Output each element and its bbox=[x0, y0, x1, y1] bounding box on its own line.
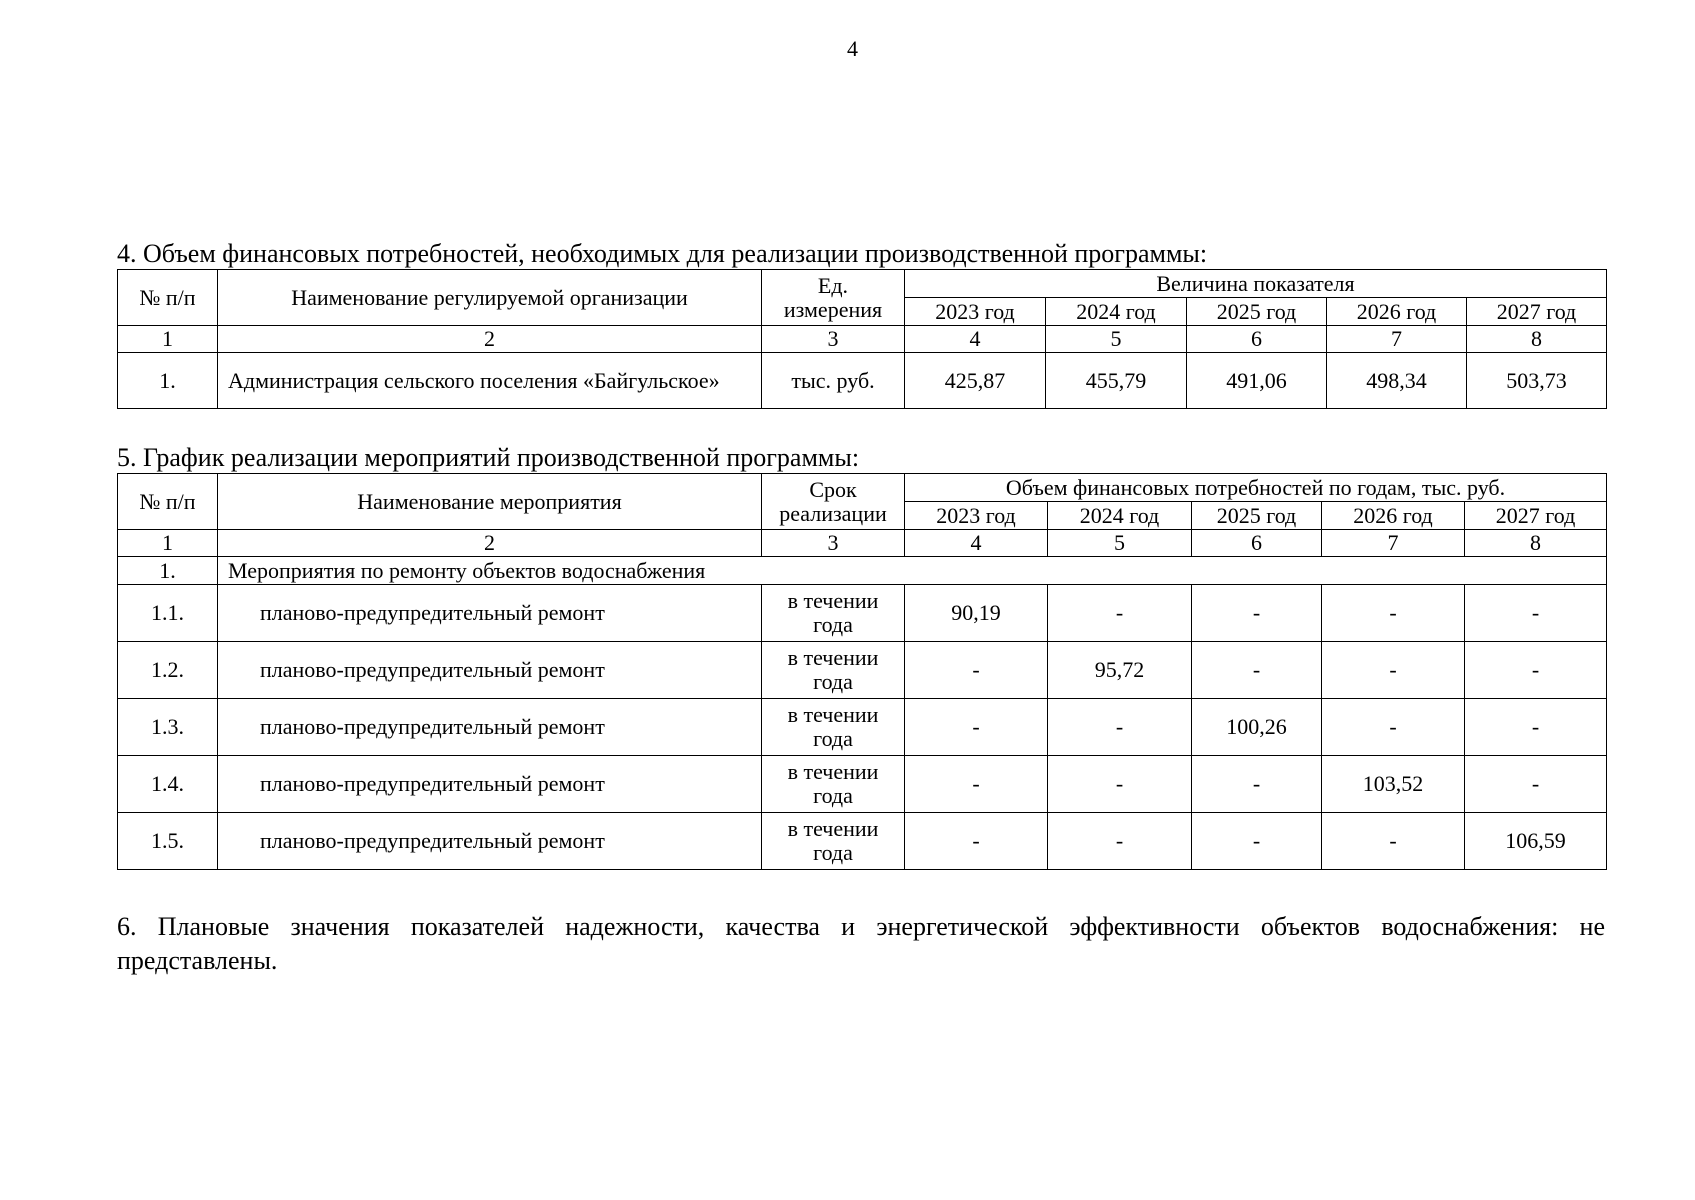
header-year: 2025 год bbox=[1187, 298, 1327, 326]
column-number: 7 bbox=[1322, 530, 1465, 557]
column-number: 3 bbox=[762, 530, 905, 557]
term: в течении года bbox=[762, 642, 905, 699]
section-6-text: 6. Плановые значения показателей надежности, качества и энергетической эффективности объектов водоснабжения: не представлены. bbox=[117, 912, 1605, 975]
table-row bbox=[118, 642, 1607, 699]
column-number: 6 bbox=[1187, 326, 1327, 353]
schedule-table bbox=[117, 473, 1607, 870]
org-name: Администрация сельского поселения «Байгульское» bbox=[218, 353, 762, 409]
page-number: 4 bbox=[847, 36, 858, 61]
activity-name: планово-предупредительный ремонт bbox=[218, 813, 762, 870]
value-cell: - bbox=[1465, 585, 1607, 642]
value-cell: - bbox=[905, 642, 1048, 699]
column-numbers-row bbox=[118, 530, 1607, 557]
group-name: Мероприятия по ремонту объектов водоснабжения bbox=[218, 557, 1607, 585]
header-year: 2024 год bbox=[1046, 298, 1187, 326]
table-row bbox=[118, 756, 1607, 813]
column-numbers-row bbox=[118, 326, 1607, 353]
table-row bbox=[118, 813, 1607, 870]
column-number: 4 bbox=[905, 326, 1046, 353]
row-num: 1.4. bbox=[118, 756, 218, 813]
header-activity-name: Наименование мероприятия bbox=[218, 474, 762, 530]
value-cell: - bbox=[1192, 642, 1322, 699]
column-number: 5 bbox=[1048, 530, 1192, 557]
term: в течении года bbox=[762, 813, 905, 870]
value-cell: 491,06 bbox=[1187, 353, 1327, 409]
value-cell: 425,87 bbox=[905, 353, 1046, 409]
value-cell: 455,79 bbox=[1046, 353, 1187, 409]
group-num: 1. bbox=[118, 557, 218, 585]
activity-name: планово-предупредительный ремонт bbox=[218, 699, 762, 756]
value-cell: - bbox=[1048, 813, 1192, 870]
value-cell: 106,59 bbox=[1465, 813, 1607, 870]
table-row bbox=[118, 353, 1607, 409]
column-number: 2 bbox=[218, 530, 762, 557]
value-cell: - bbox=[1465, 699, 1607, 756]
value-cell: - bbox=[1192, 756, 1322, 813]
row-num: 1.3. bbox=[118, 699, 218, 756]
row-num: 1.2. bbox=[118, 642, 218, 699]
term: в течении года bbox=[762, 585, 905, 642]
header-value: Величина показателя bbox=[905, 270, 1607, 298]
group-row bbox=[118, 557, 1607, 585]
value-cell: 498,34 bbox=[1327, 353, 1467, 409]
header-num: № п/п bbox=[118, 474, 218, 530]
value-cell: 90,19 bbox=[905, 585, 1048, 642]
value-cell: - bbox=[1192, 813, 1322, 870]
header-year: 2026 год bbox=[1322, 502, 1465, 530]
unit: тыс. руб. bbox=[762, 353, 905, 409]
table-row bbox=[118, 699, 1607, 756]
column-number: 5 bbox=[1046, 326, 1187, 353]
financial-needs-table bbox=[117, 269, 1607, 409]
row-num: 1. bbox=[118, 353, 218, 409]
term: в течении года bbox=[762, 699, 905, 756]
header-term: Срок реализации bbox=[762, 474, 905, 530]
column-number: 8 bbox=[1467, 326, 1607, 353]
value-cell: - bbox=[1048, 699, 1192, 756]
header-value: Объем финансовых потребностей по годам, тыс. руб. bbox=[905, 474, 1607, 502]
value-cell: - bbox=[905, 813, 1048, 870]
section-5-title: 5. График реализации мероприятий производственной программы: bbox=[117, 443, 860, 472]
activity-name: планово-предупредительный ремонт bbox=[218, 756, 762, 813]
column-number: 1 bbox=[118, 530, 218, 557]
section-4-title: 4. Объем финансовых потребностей, необходимых для реализации производственной программы: bbox=[117, 239, 1208, 268]
value-cell: - bbox=[1465, 756, 1607, 813]
value-cell: 103,52 bbox=[1322, 756, 1465, 813]
value-cell: - bbox=[1322, 585, 1465, 642]
row-num: 1.5. bbox=[118, 813, 218, 870]
header-year: 2026 год bbox=[1327, 298, 1467, 326]
header-year: 2023 год bbox=[905, 502, 1048, 530]
column-number: 2 bbox=[218, 326, 762, 353]
header-year: 2025 год bbox=[1192, 502, 1322, 530]
value-cell: - bbox=[905, 756, 1048, 813]
header-unit: Ед. измерения bbox=[762, 270, 905, 326]
column-number: 3 bbox=[762, 326, 905, 353]
column-number: 1 bbox=[118, 326, 218, 353]
value-cell: - bbox=[1048, 756, 1192, 813]
value-cell: - bbox=[1465, 642, 1607, 699]
header-num: № п/п bbox=[118, 270, 218, 326]
activity-name: планово-предупредительный ремонт bbox=[218, 642, 762, 699]
column-number: 8 bbox=[1465, 530, 1607, 557]
header-year: 2024 год bbox=[1048, 502, 1192, 530]
row-num: 1.1. bbox=[118, 585, 218, 642]
table-row bbox=[118, 585, 1607, 642]
header-year: 2027 год bbox=[1467, 298, 1607, 326]
value-cell: - bbox=[905, 699, 1048, 756]
header-year: 2027 год bbox=[1465, 502, 1607, 530]
value-cell: - bbox=[1322, 699, 1465, 756]
column-number: 7 bbox=[1327, 326, 1467, 353]
column-number: 4 bbox=[905, 530, 1048, 557]
value-cell: 503,73 bbox=[1467, 353, 1607, 409]
column-number: 6 bbox=[1192, 530, 1322, 557]
value-cell: - bbox=[1192, 585, 1322, 642]
value-cell: 100,26 bbox=[1192, 699, 1322, 756]
header-year: 2023 год bbox=[905, 298, 1046, 326]
value-cell: - bbox=[1048, 585, 1192, 642]
value-cell: - bbox=[1322, 642, 1465, 699]
header-org-name: Наименование регулируемой организации bbox=[218, 270, 762, 326]
value-cell: 95,72 bbox=[1048, 642, 1192, 699]
activity-name: планово-предупредительный ремонт bbox=[218, 585, 762, 642]
term: в течении года bbox=[762, 756, 905, 813]
value-cell: - bbox=[1322, 813, 1465, 870]
